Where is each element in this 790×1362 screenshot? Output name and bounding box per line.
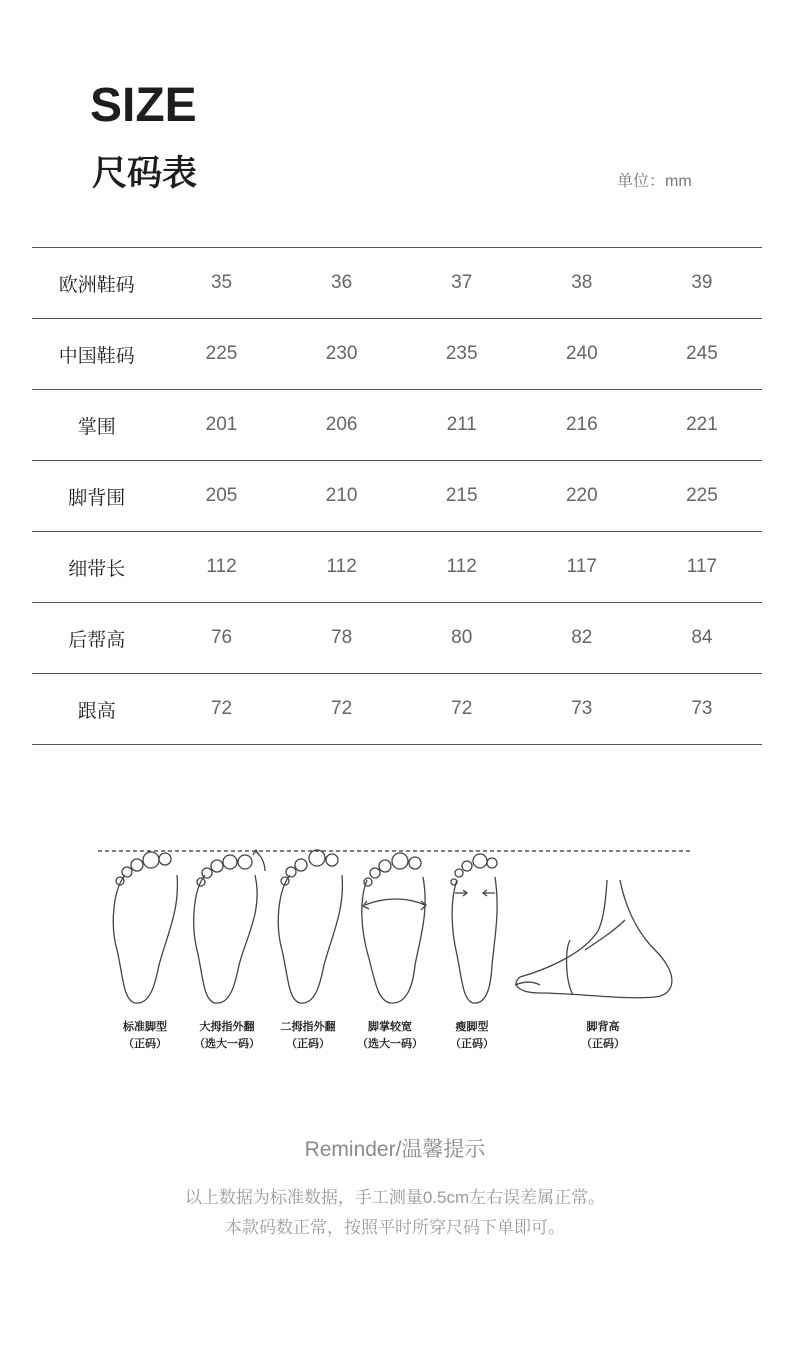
table-cell: 38 xyxy=(571,272,593,293)
table-cell: 84 xyxy=(691,627,713,648)
foot-type-name: 大拇指外翻 xyxy=(199,1021,255,1033)
table-cell: 201 xyxy=(205,414,238,435)
table-cell: 225 xyxy=(686,485,718,506)
table-cell: 117 xyxy=(566,556,597,577)
foot-type-name: 二拇指外翻 xyxy=(280,1021,336,1033)
table-cell: 215 xyxy=(445,485,478,506)
table-cell: 112 xyxy=(446,556,477,577)
table-cell: 235 xyxy=(445,343,478,364)
foot-type-name: 脚掌较宽 xyxy=(368,1021,412,1033)
page-title-en: SIZE xyxy=(90,79,197,132)
table-cell: 112 xyxy=(326,556,357,577)
foot-type-note: （正码） xyxy=(450,1038,494,1050)
foot-type-note: （选大一码） xyxy=(357,1038,423,1050)
bunion-foot-icon xyxy=(194,850,265,1003)
table-cell: 36 xyxy=(331,272,353,293)
table-cell: 240 xyxy=(565,343,598,364)
row-label: 欧洲鞋码 xyxy=(58,274,135,296)
table-cell: 245 xyxy=(686,343,718,364)
table-row xyxy=(32,319,762,390)
table-cell: 72 xyxy=(210,698,233,719)
table-cell: 117 xyxy=(686,556,718,577)
table-row xyxy=(32,674,762,745)
table-cell: 72 xyxy=(331,698,353,719)
table-cell: 39 xyxy=(691,272,713,293)
table-row xyxy=(32,248,762,319)
foot-type-note: （正码） xyxy=(123,1038,167,1050)
table-cell: 205 xyxy=(205,485,238,506)
table-cell: 82 xyxy=(571,627,593,648)
foot-type-note: （选大一码） xyxy=(194,1038,260,1050)
table-cell: 216 xyxy=(565,414,598,435)
table-cell: 78 xyxy=(331,627,353,648)
standard-foot-icon xyxy=(113,852,177,1003)
table-row xyxy=(32,461,762,532)
table-row xyxy=(32,390,762,461)
table-cell: 211 xyxy=(446,414,477,435)
unit-label: 单位：mm xyxy=(617,173,692,190)
table-cell: 210 xyxy=(325,485,358,506)
table-cell: 220 xyxy=(565,485,598,506)
foot-type-note: （正码） xyxy=(286,1038,330,1050)
table-cell: 80 xyxy=(451,627,473,648)
table-row xyxy=(32,603,762,674)
table-cell: 72 xyxy=(451,698,473,719)
table-cell: 221 xyxy=(686,414,718,435)
row-label: 脚背围 xyxy=(68,487,126,509)
size-table xyxy=(32,247,762,745)
row-label: 中国鞋码 xyxy=(58,345,135,367)
high-instep-foot-icon xyxy=(515,880,672,998)
table-row xyxy=(32,532,762,603)
table-cell: 206 xyxy=(325,414,358,435)
row-label: 后帮高 xyxy=(68,629,126,651)
foot-type-name: 瘦脚型 xyxy=(455,1021,489,1033)
reminder-line-2: 本款码数正常，按照平时所穿尺码下单即可。 xyxy=(225,1218,565,1237)
reminder-title: Reminder/温馨提示 xyxy=(304,1138,486,1161)
table-cell: 35 xyxy=(210,272,233,293)
second-toe-foot-icon xyxy=(278,850,342,1003)
reminder-line-1: 以上数据为标准数据，手工测量0.5cm左右误差属正常。 xyxy=(184,1188,606,1207)
table-cell: 73 xyxy=(691,698,713,719)
wide-foot-icon xyxy=(362,853,426,1003)
row-label: 掌围 xyxy=(77,416,116,438)
table-cell: 76 xyxy=(210,627,233,648)
foot-type-label xyxy=(422,1019,522,1053)
foot-type-label xyxy=(553,1019,653,1053)
page-title-cn: 尺码表 xyxy=(92,154,198,193)
foot-type-note: （正码） xyxy=(581,1038,625,1050)
narrow-foot-icon xyxy=(451,854,497,1003)
table-cell: 230 xyxy=(325,343,358,364)
table-cell: 73 xyxy=(571,698,593,719)
foot-type-name: 标准脚型 xyxy=(123,1021,167,1033)
table-cell: 37 xyxy=(451,272,473,293)
table-cell: 112 xyxy=(206,556,237,577)
row-label: 细带长 xyxy=(68,558,126,580)
foot-type-illustration xyxy=(95,835,695,1065)
table-cell: 225 xyxy=(205,343,238,364)
row-label: 跟高 xyxy=(77,700,116,722)
foot-type-name: 脚背高 xyxy=(586,1021,620,1033)
